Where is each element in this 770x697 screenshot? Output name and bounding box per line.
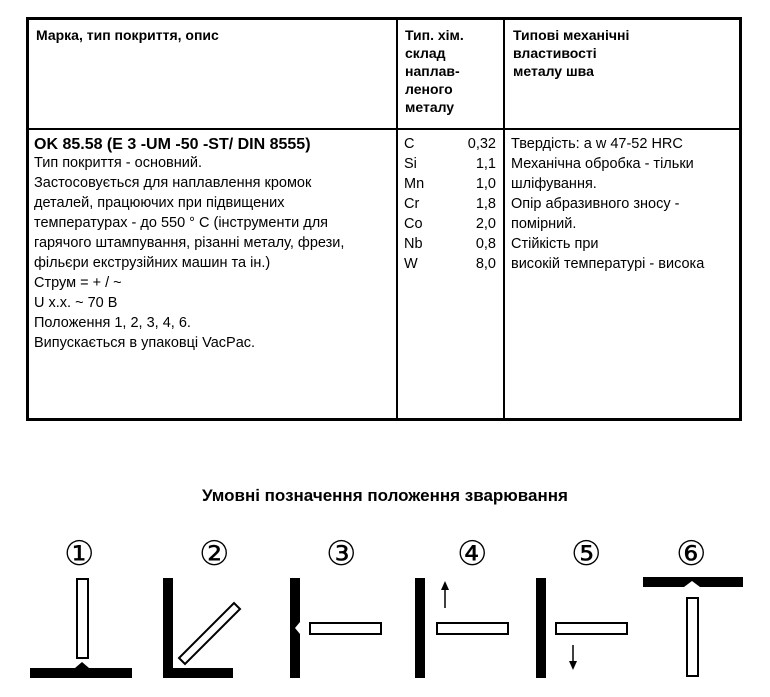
product-title: OK 85.58 (E 3 -UM -50 -ST/ DIN 8555) [34,136,311,153]
electrode [687,598,698,676]
position-4-diagram [415,578,508,678]
header-properties-line: металу шва [513,63,594,79]
chemistry-element: W [404,256,418,272]
chemistry-value: 2,0 [475,216,496,232]
electrode [310,623,381,634]
vertical-plate [415,578,425,678]
top-plate [643,577,743,587]
electrode [77,579,88,658]
chemistry-value: 0,32 [467,136,496,152]
description-line: температурах - до 550 ° С (інструменти для [34,215,329,231]
header-properties-line: властивості [513,45,597,61]
position-3-diagram [290,578,381,678]
chemistry-value: 1,8 [475,196,496,212]
chemistry-value: 8,0 [475,256,496,272]
position-5-diagram [536,578,627,678]
header-description: Марка, тип покриття, опис [36,27,219,43]
legend-title: Умовні позначення положення зварювання [202,486,568,505]
position-6-diagram [643,577,743,676]
header-chemistry-line: леного [405,81,453,97]
chemistry-element: Mn [404,176,425,192]
chemistry-value: 1,1 [475,156,496,172]
chemistry-element: Si [404,156,417,172]
property-line: Механічна обробка - тільки [511,156,694,172]
vertical-plate [536,578,546,678]
chemistry-value: 0,8 [475,236,496,252]
property-line: шліфування. [511,176,597,192]
description-line: фільєри екструзійних машин та ін.) [34,255,271,271]
description-line: Тип покриття - основний. [34,155,202,171]
property-line: Стійкість при [511,236,599,252]
description-line: гарячого штампування, різанні металу, фрези, [34,235,345,251]
electrode [179,603,240,664]
description-line: деталей, працюючих при підвищених [34,195,285,211]
position-3-number: ③ [326,535,357,573]
header-chemistry-line: Тип. хім. [405,27,464,43]
position-1-number: ① [64,535,95,573]
property-line: Опір абразивного зносу - [511,196,680,212]
header-chemistry-line: склад [405,45,446,61]
description-line: Струм = + / ~ [34,275,122,291]
horizontal-plate [163,668,233,678]
electrode [437,623,508,634]
base-plate [30,662,132,678]
description-line: U х.х. ~ 70 В [34,295,118,311]
position-2-diagram [163,578,240,678]
description-line: Положення 1, 2, 3, 4, 6. [34,315,191,331]
header-chemistry-line: металу [405,99,455,115]
chemistry-element: Nb [404,236,423,252]
position-4-number: ④ [457,535,488,573]
header-properties-line: Типові механічні [513,27,630,43]
electrode [556,623,627,634]
property-line: високій температурі - висока [511,256,705,272]
header-chemistry-line: наплав- [405,63,460,79]
description-line: Випускається в упаковці VacPac. [34,335,256,351]
description-line: Застосовується для наплавлення кромок [34,175,312,191]
position-1-diagram [30,579,132,678]
vertical-plate [163,578,173,678]
property-line: помірний. [511,216,577,232]
chemistry-element: Co [404,216,423,232]
position-5-number: ⑤ [571,535,602,573]
position-6-number: ⑥ [676,535,707,573]
chemistry-element: Cr [404,196,420,212]
position-2-number: ② [199,535,230,573]
vertical-plate [290,578,300,678]
chemistry-element: C [404,136,415,152]
chemistry-value: 1,0 [475,176,496,192]
property-line: Твердість: а w 47-52 HRC [511,136,683,152]
